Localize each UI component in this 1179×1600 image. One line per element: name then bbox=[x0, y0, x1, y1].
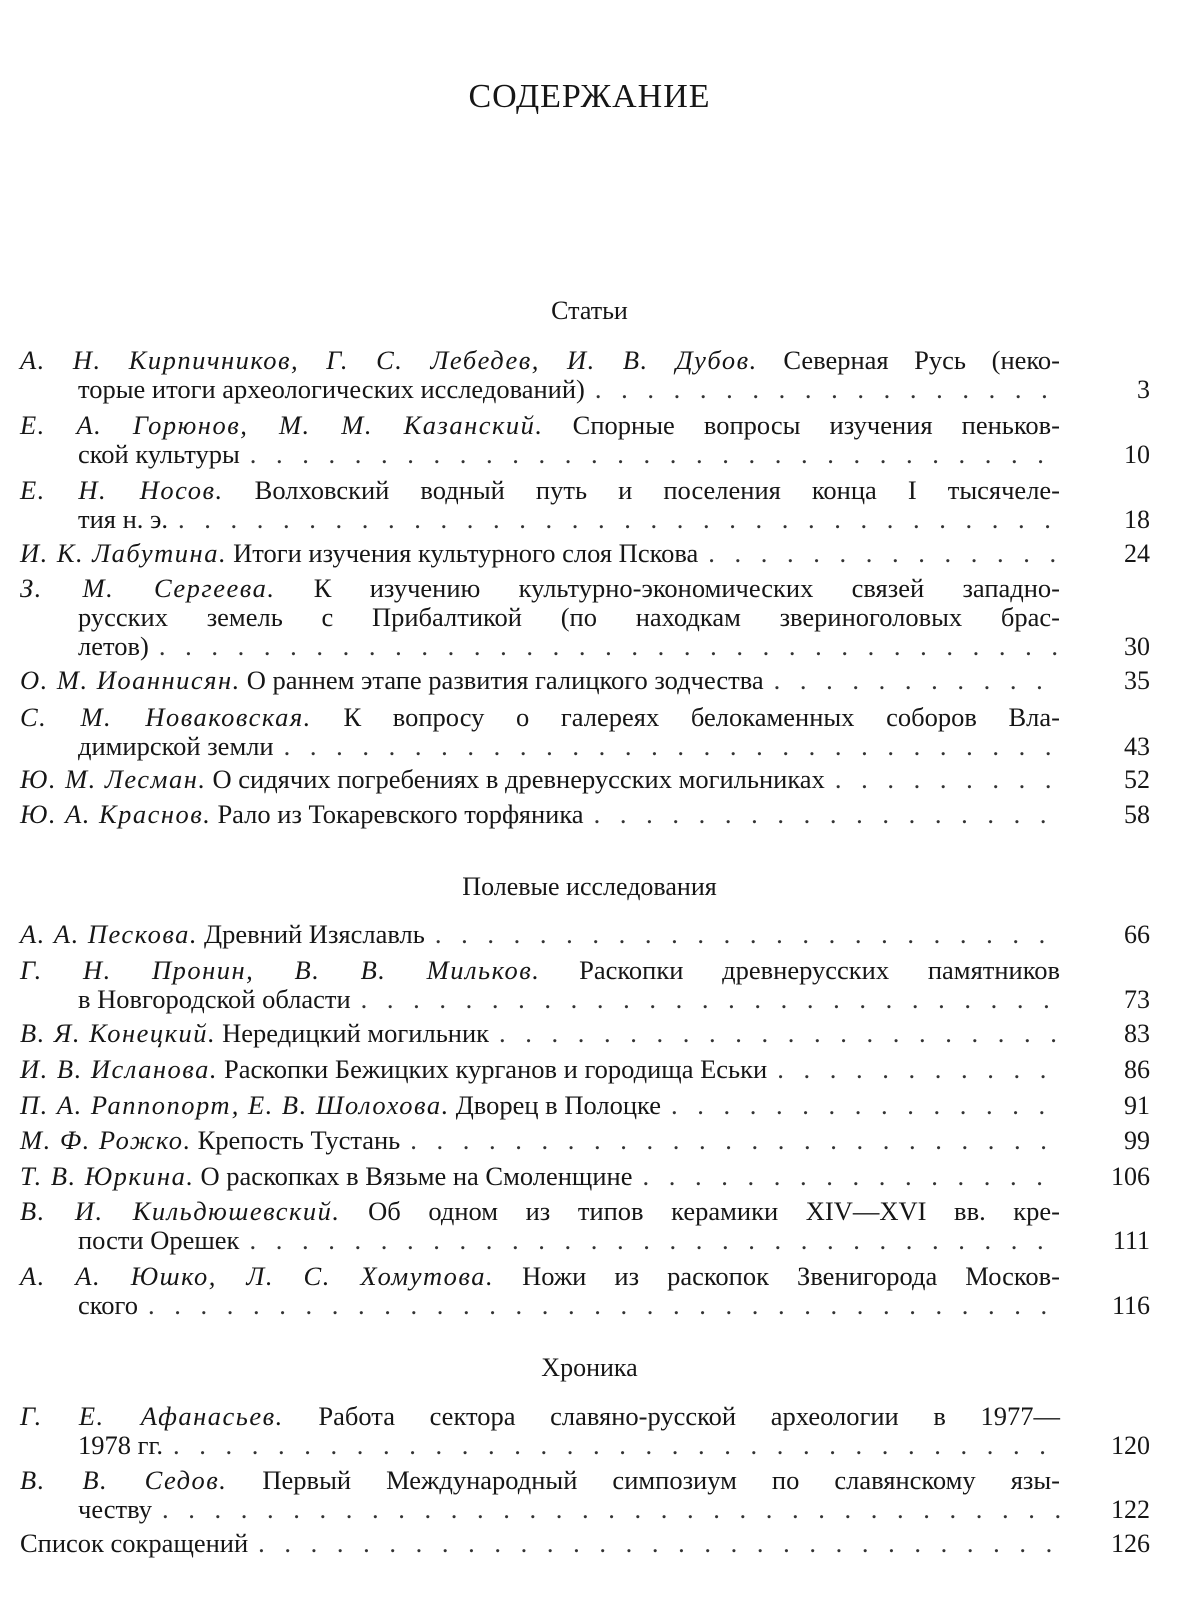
entry-title: Рало из Токаревского торфяника bbox=[217, 799, 584, 829]
entry-author: М. Ф. Рожко. bbox=[20, 1125, 192, 1155]
toc-entry[interactable] bbox=[20, 920, 1150, 949]
dot-leader bbox=[284, 732, 1060, 761]
entry-title-cont: русских земель с Прибалтикой (по находкам звериноголовых брас- bbox=[78, 602, 1060, 632]
page-number: 126 bbox=[1111, 1529, 1150, 1558]
dot-leader bbox=[594, 800, 1060, 829]
toc-entry[interactable] bbox=[20, 956, 1150, 1014]
entry-title-cont: 1978 гг. bbox=[78, 1430, 163, 1460]
page-number: 122 bbox=[1111, 1495, 1150, 1524]
entry-title: Раскопки Бежицких курганов и городища Еськи bbox=[223, 1054, 768, 1084]
entry-title: О раскопках в Вязьме на Смоленщине bbox=[200, 1161, 633, 1191]
page-number: 10 bbox=[1124, 440, 1150, 469]
entry-title-cont: в Новгородской области bbox=[78, 984, 351, 1014]
page-number: 30 bbox=[1124, 632, 1150, 661]
entry-author: Е. Н. Носов. bbox=[20, 475, 224, 505]
entry-author: З. М. Сергеева. bbox=[20, 573, 276, 603]
entry-title: Дворец в Полоцке bbox=[455, 1090, 661, 1120]
dot-leader bbox=[708, 539, 1060, 568]
toc-entry[interactable] bbox=[20, 346, 1150, 404]
entry-title: Северная Русь (неко- bbox=[783, 345, 1060, 375]
page-number: 3 bbox=[1137, 375, 1150, 404]
entry-author: А. А. Юшко, Л. С. Хомутова. bbox=[20, 1261, 495, 1291]
section-heading-articles: Статьи bbox=[551, 296, 628, 325]
entry-author: В. Я. Конецкий. bbox=[20, 1018, 217, 1048]
entry-title: Спорные вопросы изучения пеньков- bbox=[572, 410, 1060, 440]
entry-title-cont: торые итоги археологических исследований) bbox=[78, 374, 585, 404]
page-number: 18 bbox=[1124, 505, 1150, 534]
toc-entry[interactable] bbox=[20, 1126, 1150, 1155]
dot-leader bbox=[671, 1091, 1060, 1120]
toc-entry[interactable] bbox=[20, 574, 1150, 661]
entry-author: В. В. Седов. bbox=[20, 1465, 228, 1495]
page-number: 86 bbox=[1124, 1055, 1150, 1084]
entry-title-cont: тия н. э. bbox=[78, 504, 169, 534]
entry-title: Об одном из типов керамики XIV—XVI вв. кре- bbox=[368, 1196, 1061, 1226]
dot-leader bbox=[361, 985, 1060, 1014]
entry-author: А. А. Пескова. bbox=[20, 919, 199, 949]
toc-entry[interactable] bbox=[20, 476, 1150, 534]
entry-author: В. И. Кильдюшевский. bbox=[20, 1196, 341, 1226]
dot-leader bbox=[250, 440, 1060, 469]
entry-author: Ю. М. Лесман. bbox=[20, 764, 207, 794]
entry-author: П. А. Раппопорт, Е. В. Шолохова. bbox=[20, 1090, 450, 1120]
dot-leader bbox=[435, 920, 1060, 949]
entry-title-cont: ской культуры bbox=[78, 439, 240, 469]
page-number: 91 bbox=[1124, 1091, 1150, 1120]
dot-leader bbox=[249, 1226, 1060, 1255]
toc-entry[interactable] bbox=[20, 703, 1150, 761]
entry-author: О. М. Иоаннисян. bbox=[20, 665, 241, 695]
toc-entry[interactable] bbox=[20, 1019, 1150, 1048]
entry-title: О сидячих погребениях в древнерусских могильниках bbox=[212, 764, 825, 794]
toc-entry[interactable] bbox=[20, 1262, 1150, 1320]
dot-leader bbox=[159, 632, 1060, 661]
dot-leader bbox=[173, 1431, 1060, 1460]
toc-entry[interactable] bbox=[20, 411, 1150, 469]
page-number: 35 bbox=[1124, 666, 1150, 695]
dot-leader bbox=[162, 1495, 1060, 1524]
page-number: 120 bbox=[1111, 1431, 1150, 1460]
toc-entry[interactable] bbox=[20, 1055, 1150, 1084]
entry-title: Волховский водный путь и поселения конца I тысячеле- bbox=[254, 475, 1061, 505]
entry-title: Древний Изяславль bbox=[204, 919, 425, 949]
toc-entry[interactable] bbox=[20, 1197, 1150, 1255]
dot-leader bbox=[595, 375, 1060, 404]
entry-title: Ножи из раскопок Звенигорода Москов- bbox=[522, 1261, 1060, 1291]
toc-entry[interactable] bbox=[20, 1162, 1150, 1191]
dot-leader bbox=[835, 765, 1060, 794]
entry-title: Крепость Тустань bbox=[197, 1125, 401, 1155]
entry-author: А. Н. Кирпичников, Г. С. Лебедев, И. В. Дубов. bbox=[20, 345, 758, 375]
page-number: 99 bbox=[1124, 1126, 1150, 1155]
toc-entry[interactable] bbox=[20, 666, 1150, 695]
entry-title-cont: димирской земли bbox=[78, 731, 274, 761]
entry-title-cont: честву bbox=[78, 1494, 152, 1524]
entry-author: Т. В. Юркина. bbox=[20, 1161, 195, 1191]
entry-author: Е. А. Горюнов, М. М. Казанский. bbox=[20, 410, 544, 440]
toc-entry[interactable] bbox=[20, 765, 1150, 794]
page-number: 116 bbox=[1111, 1291, 1150, 1320]
dot-leader bbox=[774, 666, 1060, 695]
entry-title: К изучению культурно-экономических связей западно- bbox=[313, 573, 1061, 603]
entry-title: Раскопки древнерусских памятников bbox=[579, 955, 1060, 985]
dot-leader bbox=[499, 1019, 1060, 1048]
toc-entry[interactable] bbox=[20, 800, 1150, 829]
page-number: 111 bbox=[1112, 1226, 1150, 1255]
toc-entry[interactable] bbox=[20, 1466, 1150, 1524]
dot-leader bbox=[410, 1126, 1060, 1155]
page-number: 24 bbox=[1124, 539, 1150, 568]
dot-leader bbox=[777, 1055, 1060, 1084]
entry-title-cont: ского bbox=[78, 1290, 139, 1320]
entry-title: Первый Международный симпозиум по славянскому язы- bbox=[262, 1465, 1060, 1495]
dot-leader bbox=[642, 1162, 1060, 1191]
entry-title: Список сокращений bbox=[20, 1528, 249, 1558]
page-number: 83 bbox=[1124, 1019, 1150, 1048]
entry-title: К вопросу о галереях белокаменных соборов Вла- bbox=[343, 702, 1060, 732]
page-number: 66 bbox=[1124, 920, 1150, 949]
dot-leader bbox=[178, 505, 1060, 534]
entry-title: Работа сектора славяно-русской археологии в 1977— bbox=[318, 1401, 1060, 1431]
entry-title: Итоги изучения культурного слоя Пскова bbox=[233, 538, 699, 568]
page-number: 52 bbox=[1124, 765, 1150, 794]
section-heading-chronicle: Хроника bbox=[541, 1353, 638, 1382]
entry-title: Нередицкий могильник bbox=[222, 1018, 490, 1048]
toc-entry[interactable] bbox=[20, 539, 1150, 568]
page-number: 73 bbox=[1124, 985, 1150, 1014]
entry-author: И. К. Лабутина. bbox=[20, 538, 228, 568]
dot-leader bbox=[148, 1291, 1060, 1320]
section-heading-field-research: Полевые исследования bbox=[462, 872, 717, 901]
entry-title: О раннем этапе развития галицкого зодчества bbox=[246, 665, 764, 695]
entry-author: Г. Н. Пронин, В. В. Мильков. bbox=[20, 955, 541, 985]
page-number: 106 bbox=[1111, 1162, 1150, 1191]
page-title: СОДЕРЖАНИЕ bbox=[468, 78, 711, 115]
entry-author: Г. Е. Афанасьев. bbox=[20, 1401, 284, 1431]
page-number: 58 bbox=[1124, 800, 1150, 829]
entry-author: И. В. Исланова. bbox=[20, 1054, 218, 1084]
entry-title-cont: летов) bbox=[78, 631, 149, 661]
toc-entry[interactable] bbox=[20, 1529, 1150, 1558]
entry-author: С. М. Новаковская. bbox=[20, 702, 312, 732]
page-number: 43 bbox=[1124, 732, 1150, 761]
entry-title-cont: пости Орешек bbox=[78, 1225, 240, 1255]
dot-leader bbox=[258, 1529, 1060, 1558]
toc-entry[interactable] bbox=[20, 1402, 1150, 1460]
entry-author: Ю. А. Краснов. bbox=[20, 799, 212, 829]
toc-entry[interactable] bbox=[20, 1091, 1150, 1120]
